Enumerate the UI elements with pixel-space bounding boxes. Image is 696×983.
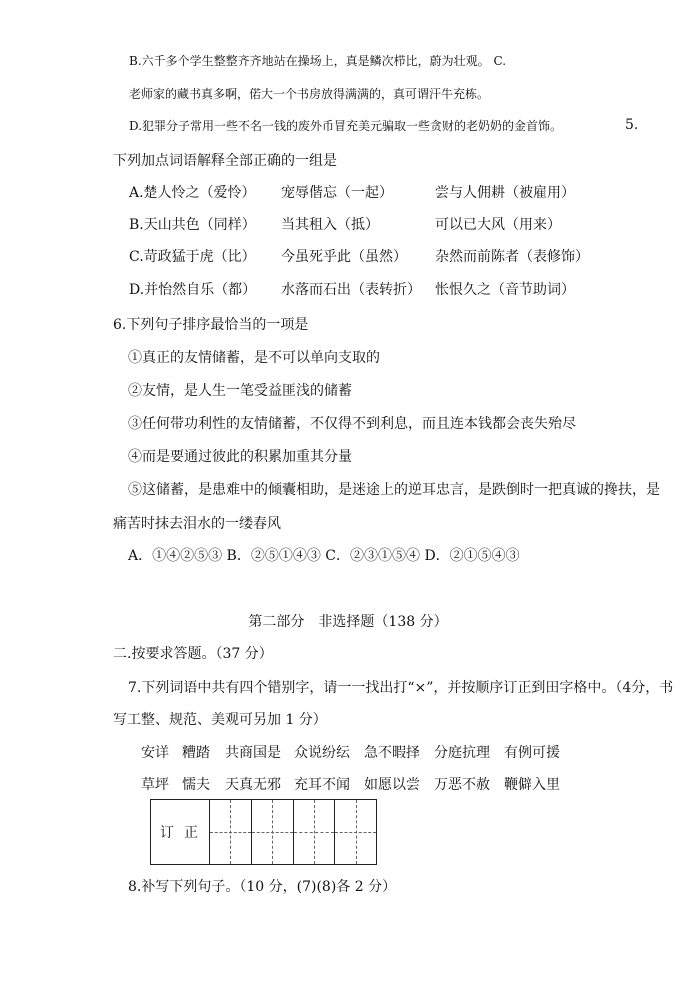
q4-option-d: D.犯罪分子常用一些不名一钱的废外币冒充美元骗取一些贪财的老奶奶的金首饰。 [129,119,563,133]
q5-b-2: 当其租入（抵） [281,217,379,233]
q7-word: 共商国是 [225,745,281,761]
q7-word: 糟踏 [182,745,210,761]
q7-word: 鞭僻入里 [504,777,560,793]
q6-item-5: ⑤这储蓄，是患难中的倾囊相助，是迷途上的逆耳忠言，是跌倒时一把真诚的搀扶，是 [128,482,660,498]
q7-word: 充耳不闻 [294,777,350,793]
q5-b-1: B.天山共色（同样） [129,217,256,233]
q5-a-2: 宠辱偕忘（一起） [281,185,393,201]
correction-grid [150,799,377,865]
q7-word: 急不暇择 [364,745,420,761]
correction-grid-label: 订正 [151,800,210,864]
q5-a-1: A.楚人怜之（爱怜） [129,185,256,201]
part2-title: 第二部分 非选择题（138 分） [248,614,448,630]
q7-word: 有例可援 [504,745,560,761]
q6-stem: 6.下列句子排序最恰当的一项是 [113,317,309,333]
q5-stem: 下列加点词语解释全部正确的一组是 [113,153,337,169]
q5-c-1: C.苛政猛于虎（比） [129,249,256,265]
q6-item-5-cont: 痛苦时抹去泪水的一缕春风 [113,516,281,532]
q6-item-2: ②友情，是人生一笔受益匪浅的储蓄 [128,383,352,399]
q7-word: 安详 [141,745,169,761]
q7-word: 草坪 [141,777,169,793]
q6-item-1: ①真正的友情储蓄，是不可以单向支取的 [128,350,380,366]
q5-d-3: 怅恨久之（音节助词） [435,282,575,298]
q7-stem-1: 7.下列词语中共有四个错别字，请一一找出打“×”，并按顺序订正到田字格中。（4分，书 [128,680,674,696]
correction-cells [210,800,376,864]
section-title: 二.按要求答题。（37 分） [113,646,273,662]
q6-options: A．①④②⑤③ B．②⑤①④③ C．②③①⑤④ D．②①⑤④③ [128,548,520,564]
q7-word: 懦夫 [182,777,210,793]
q6-item-4: ④而是要通过彼此的积累加重其分量 [128,449,352,465]
grid-cell[interactable] [210,800,252,864]
q5-c-3: 杂然而前陈者（表修饰） [435,249,589,265]
q5-a-3: 尝与人佣耕（被雇用） [435,185,575,201]
q5-c-2: 今虽死乎此（虽然） [281,249,407,265]
grid-cell[interactable] [252,800,294,864]
q5-d-1: D.并怡然自乐（都） [129,282,257,298]
q5-b-3: 可以已大风（用来） [435,217,561,233]
grid-cell[interactable] [335,800,376,864]
grid-cell[interactable] [294,800,336,864]
q7-word: 万恶不赦 [434,777,490,793]
q7-word: 如愿以尝 [364,777,420,793]
q6-item-3: ③任何带功利性的友情储蓄，不仅得不到利息，而且连本钱都会丧失殆尽 [128,416,576,432]
q4-option-b: B.六千多个学生整整齐齐地站在操场上，真是鳞次栉比，蔚为壮观。 C. [129,54,507,68]
q7-word: 众说纷纭 [294,745,350,761]
q8-stem: 8.补写下列句子。（10 分，(7)(8)各 2 分） [128,879,397,895]
q5-d-2: 水落而石出（表转折） [281,282,421,298]
q5-number: 5. [625,117,639,133]
q7-stem-2: 写工整、规范、美观可另加 1 分） [113,712,327,728]
q7-word: 天真无邪 [225,777,281,793]
q4-option-c: 老师家的藏书真多啊，偌大一个书房放得满满的，真可谓汗牛充栋。 [129,87,490,101]
q7-word: 分庭抗理 [434,745,490,761]
